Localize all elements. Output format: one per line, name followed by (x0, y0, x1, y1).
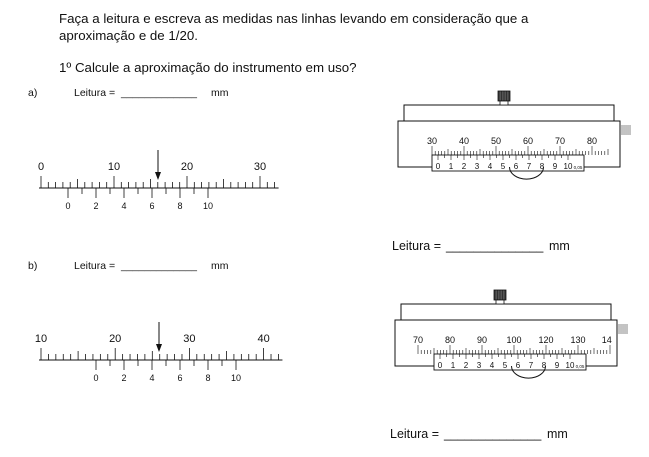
caliper-vernier-label: 5 (500, 162, 506, 171)
caliper-vernier-label: 10 (565, 361, 575, 370)
vernier-label: 2 (93, 201, 99, 211)
vernier-label: 4 (121, 201, 127, 211)
caliper-b-reading-blank[interactable]: ______________ (444, 427, 542, 441)
main-scale-label: 10 (107, 161, 121, 173)
caliper-vernier-label: 10 (563, 162, 573, 171)
caliper-vernier-label: 3 (474, 162, 480, 171)
vernier-label: 6 (149, 201, 155, 211)
caliper-main-label: 14 (601, 335, 612, 345)
vernier-label: 10 (202, 201, 214, 211)
caliper-vernier-label: 2 (463, 361, 469, 370)
main-scale-label: 10 (34, 333, 48, 345)
main-scale-label: 30 (183, 333, 196, 345)
main-scale-label: 20 (180, 161, 194, 173)
caliper-main-label: 80 (444, 335, 456, 345)
vernier-label: 8 (205, 373, 211, 383)
caliper-vernier-label: 4 (487, 162, 493, 171)
caliper-vernier-label: 4 (489, 361, 495, 370)
caliper-vernier-label: 9 (552, 162, 558, 171)
caliper-main-label: 60 (522, 136, 534, 146)
caliper-main-label: 70 (554, 136, 566, 146)
instruction-line-2: aproximação e de 1/20. (59, 28, 198, 43)
main-scale-label: 0 (37, 161, 45, 173)
caliper-vernier-label: 2 (461, 162, 467, 171)
caliper-vernier-label: 8 (539, 162, 545, 171)
question-1: 1º Calcule a aproximação do instrumento em uso? (59, 60, 357, 75)
instruction-line-1: Faça a leitura e escreva as medidas nas linhas levando em consideração que a (59, 11, 529, 26)
caliper-a-reading-label: Leitura = (392, 239, 441, 253)
caliper-a-reading-unit: mm (549, 239, 570, 253)
caliper-main-label: 30 (426, 136, 438, 146)
vernier-label: 10 (230, 373, 242, 383)
main-scale-label: 30 (253, 161, 267, 173)
caliper-vernier-label: 6 (515, 361, 521, 370)
caliper-vernier-label: 8 (541, 361, 547, 370)
caliper-vernier-label: 9 (554, 361, 560, 370)
item-a-reading-unit: mm (211, 87, 229, 99)
caliper-main-label: 40 (458, 136, 470, 146)
thumb-screw-stem (500, 101, 508, 105)
item-b-reading-label: Leitura = (74, 260, 116, 272)
vernier-scale-b (35, 322, 283, 383)
caliper-vernier-label: 6 (513, 162, 519, 171)
caliper-main-label: 120 (538, 335, 554, 345)
caliper-b-reading-unit: mm (547, 427, 568, 441)
caliper-vernier-label: 3 (476, 361, 482, 370)
caliper-b (395, 290, 627, 378)
caliper-main-label: 130 (570, 335, 586, 345)
vernier-label: 8 (177, 201, 183, 211)
caliper-vernier-label: 5 (502, 361, 508, 370)
item-a-reading-blank[interactable]: _____________ (121, 87, 197, 99)
thumb-screw-stem (496, 300, 504, 304)
caliper-vernier-label: 1 (448, 162, 454, 171)
item-b-reading-unit: mm (211, 260, 229, 272)
caliper-main-label: 50 (490, 136, 502, 146)
caliper-a (398, 91, 630, 179)
caliper-vernier-label: 0 (437, 361, 443, 370)
vernier-label: 0 (65, 201, 71, 211)
caliper-beam (404, 105, 614, 121)
main-scale-label: 40 (257, 333, 270, 345)
vernier-label: 2 (121, 373, 127, 383)
reading-arrow-head (156, 344, 162, 352)
caliper-main-label: 90 (476, 335, 488, 345)
caliper-resolution: 0,05 (573, 165, 583, 170)
item-a-reading-label: Leitura = (74, 87, 116, 99)
caliper-vernier-label: 7 (528, 361, 534, 370)
vernier-label: 4 (149, 373, 155, 383)
caliper-main-label: 100 (506, 335, 522, 345)
item-a-letter: a) (28, 87, 38, 99)
main-scale-label: 20 (109, 333, 122, 345)
caliper-main-label: 80 (586, 136, 598, 146)
vernier-label: 6 (177, 373, 183, 383)
vernier-label: 0 (93, 373, 99, 383)
caliper-a-reading-blank[interactable]: ______________ (446, 239, 544, 253)
vernier-scale-a (38, 150, 279, 211)
caliper-beam (401, 304, 611, 320)
caliper-vernier-label: 0 (435, 162, 441, 171)
reading-arrow-head (155, 172, 161, 180)
item-b-reading-blank[interactable]: _____________ (121, 260, 197, 272)
caliper-main-label: 70 (412, 335, 424, 345)
caliper-resolution: 0,05 (575, 364, 585, 369)
caliper-b-reading-label: Leitura = (390, 427, 439, 441)
caliper-vernier-label: 7 (526, 162, 532, 171)
caliper-vernier-label: 1 (450, 361, 456, 370)
item-b-letter: b) (28, 260, 38, 272)
